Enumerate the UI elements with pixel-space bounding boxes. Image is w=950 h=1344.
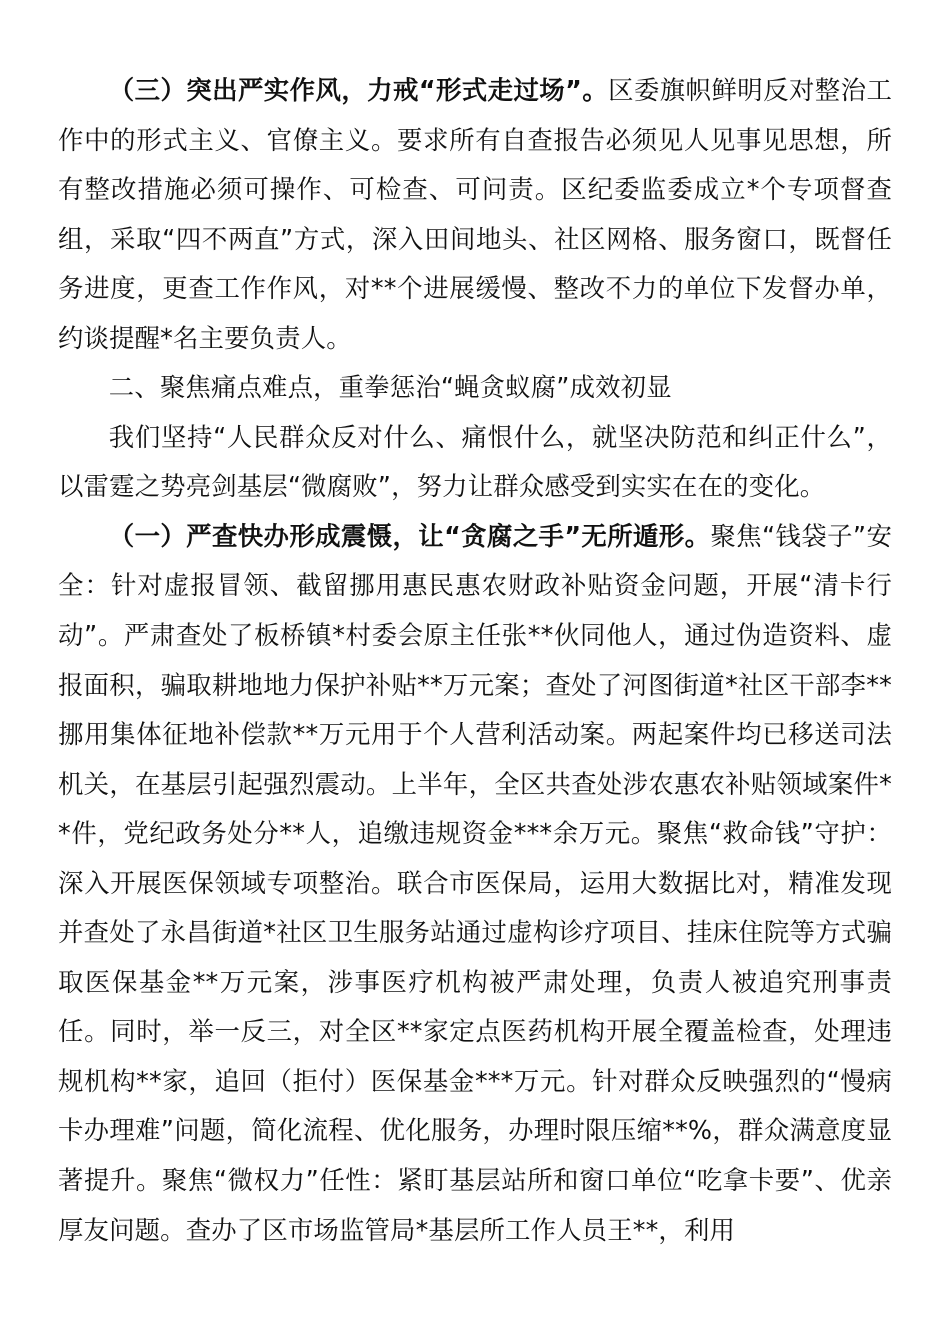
paragraph-text: 聚焦“钱袋子”安全：针对虚报冒领、截留挪用惠民惠农财政补贴资金问题，开展“清卡行动”。严肃查处了板桥镇*村委会原主任张**伙同他人，通过伪造资料、虚报面积，骗取耕地地力保护补贴**万元案；查处了河图街道*社区干部李**挪用集体征地补偿款**万元用于个人营利活动案。两起案件均已移送司法机关，在基层引起强烈震动。上半年，全区共查处涉农惠农补贴领域案件**件，党纪政务处分**人，追缴违规资金***余万元。聚焦“救命钱”守护：深入开展医保领域专项整治。联合市医保局，运用大数据比对，精准发现并查处了永昌街道*社区卫生服务站通过虚构诊疗项目、挂床住院等方式骗取医保基金**万元案，涉事医疗机构被严肃处理，负责人被追究刑事责任。同时，举一反三，对全区**家定点医药机构开展全覆盖检查，处理违规机构**家，追回（拒付）医保基金***万元。针对群众反映强烈的“慢病卡办理难”问题，简化流程、优化服务，办理时限压缩**%，群众满意度显著提升。聚焦“微权力”任性：紧盯基层站所和窗口单位“吃拿卡要”、优亲厚友问题。查办了区市场监管局*基层所工作人员王**，利用 [58, 520, 892, 1245]
paragraph-heading: （一）严查快办形成震慑，让“贪腐之手”无所遁形。 [108, 520, 711, 551]
paragraph-intro [58, 413, 892, 512]
paragraph-text: 我们坚持“人民群众反对什么、痛恨什么，就坚决防范和纠正什么”，以雷霆之势亮剑基层“微腐败”，努力让群众感受到实实在在的变化。 [58, 421, 892, 502]
section-heading-text: 二、聚焦痛点难点，重拳惩治“蝇贪蚁腐”成效初显 [108, 372, 672, 403]
paragraph-strict-investigation [58, 512, 892, 1255]
paragraph-text: 区委旗帜鲜明反对整治工作中的形式主义、官僚主义。要求所有自查报告必须见人见事见思想，所有整改措施必须可操作、可检查、可问责。区纪委监委成立*个专项督查组，采取“四不两直”方式，深入田间地头、社区网格、服务窗口，既督任务进度，更查工作作风，对**个进展缓慢、整改不力的单位下发督办单，约谈提醒*名主要负责人。 [58, 75, 893, 353]
section-heading [58, 363, 892, 413]
document-body [58, 66, 892, 1255]
paragraph-heading: （三）突出严实作风，力戒“形式走过场”。 [108, 75, 609, 105]
paragraph-strict-style [58, 66, 892, 363]
